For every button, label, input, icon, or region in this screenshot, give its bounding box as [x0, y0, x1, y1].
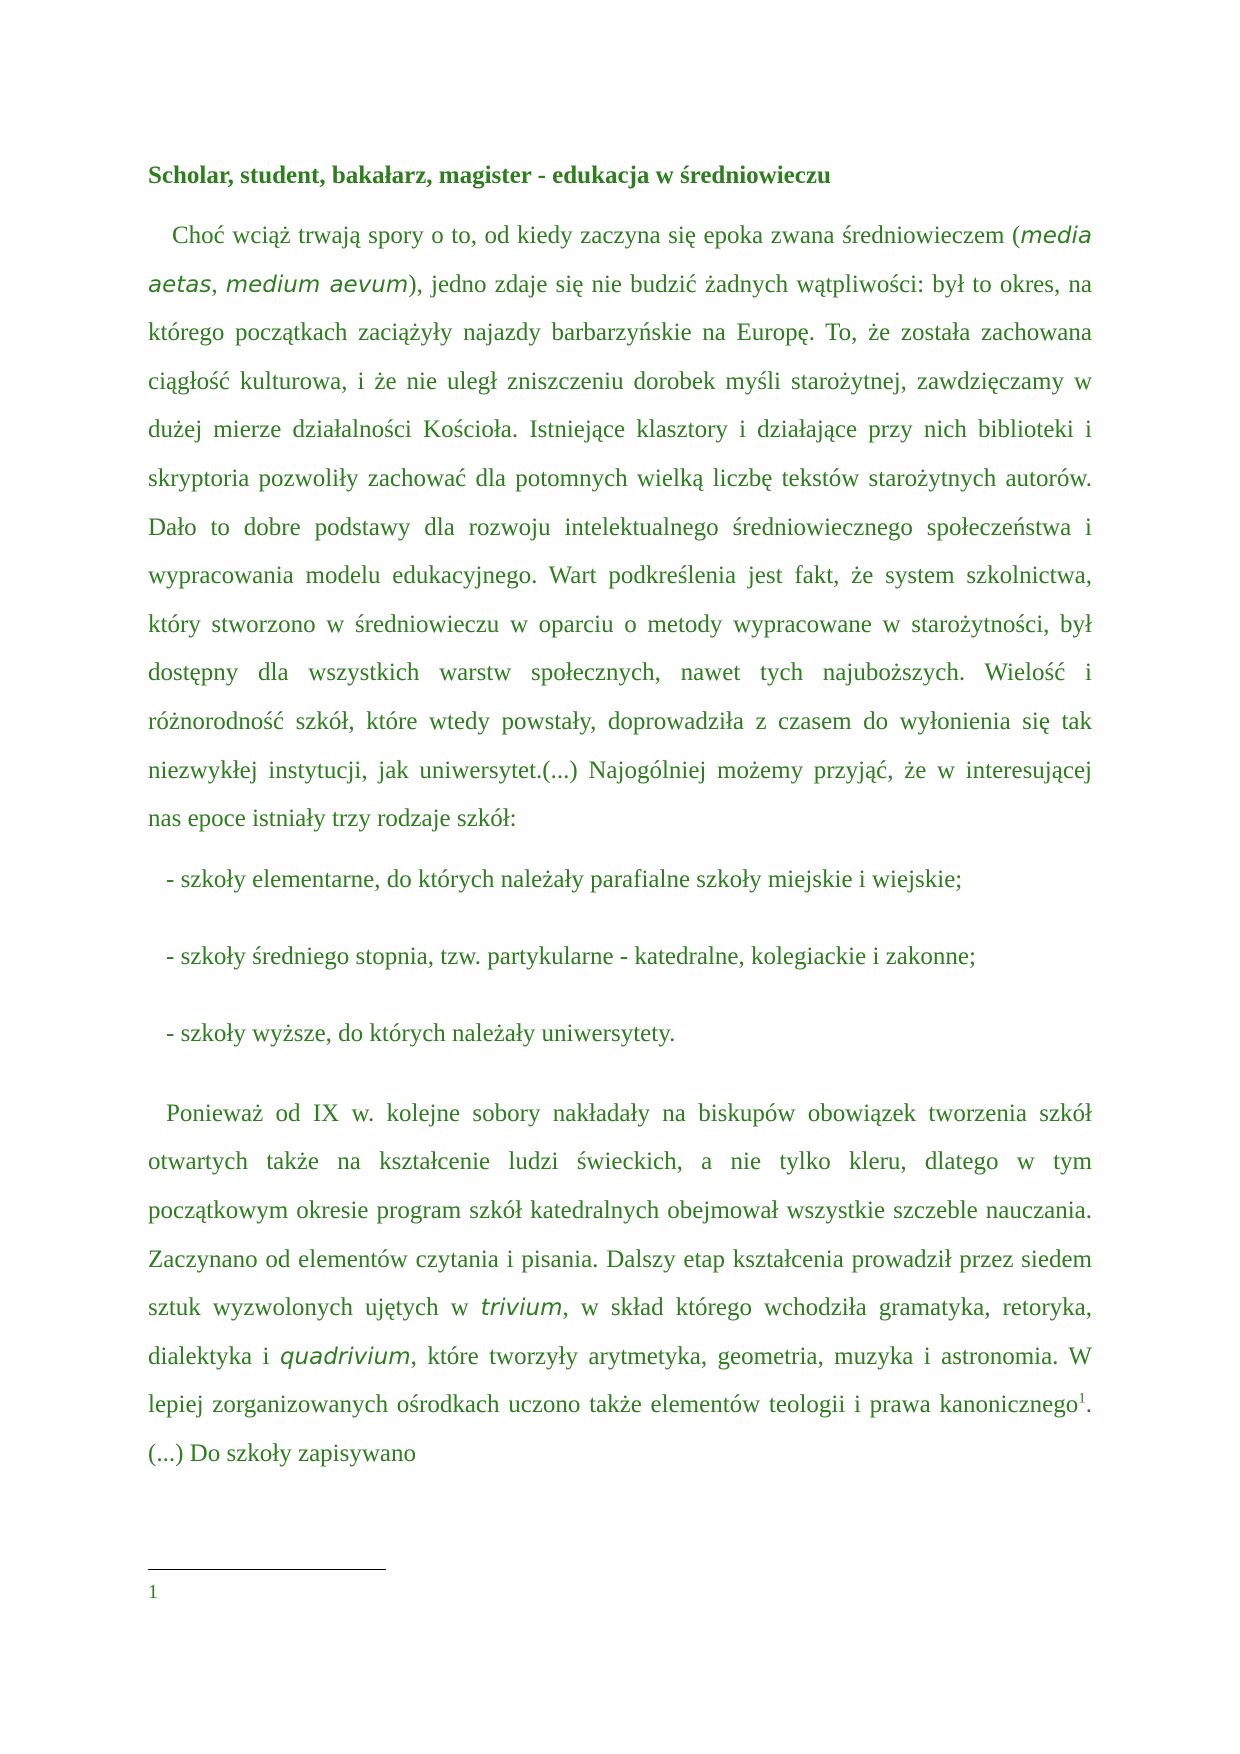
paragraph-intro-text-2: ,	[211, 270, 226, 298]
paragraph-intro	[148, 212, 1092, 844]
paragraph-curriculum-text-3: , które tworzyły arytmetyka, geometria, muzyka i astronomia. W lepiej zorganizowanych ośrodkach uczono także elementów teologii i prawa kanonicznego	[148, 1342, 1093, 1419]
school-types-list	[148, 864, 1092, 1050]
document-body	[148, 160, 1092, 1478]
footnote-number: 1	[148, 1581, 158, 1603]
list-item: - szkoły średniego stopnia, tzw. partykularne - katedralne, kolegiackie i zakonne;	[166, 942, 976, 970]
italic-term-media-aetas: media aetas	[148, 223, 1092, 298]
paragraph-curriculum-text-1: Ponieważ od IX w. kolejne sobory nakładały na biskupów obowiązek tworzenia szkół otwartych także na kształcenie ludzi świeckich, a nie tylko kleru, dlatego w tym początkowym okresie program szkół katedralnych obejmował wszystkie szczeble nauczania. Zaczynano od elementów czytania i pisania. Dalszy etap kształcenia prowadził przez siedem sztuk wyzwolonych ujętych w	[148, 1099, 1092, 1322]
paragraph-curriculum	[148, 1090, 1092, 1479]
paragraph-intro-text-3: ), jedno zdaje się nie budzić żadnych wątpliwości: był to okres, na którego początkach zaciążyły najazdy barbarzyńskie na Europę. To, że została zachowana ciągłość kulturowa, i że nie uległ zniszczeniu dorobek myśli starożytnej, zawdzięczamy w dużej mierze działalności Kościoła. Istniejące klasztory i działające przy nich biblioteki i skryptoria pozwoliły zachować dla potomnych wielką liczbę tekstów starożytnych autorów. Dało to dobre podstawy dla rozwoju intelektualnego średniowiecznego społeczeństwa i wypracowania modelu edukacyjnego. Wart podkreślenia jest fakt, że system szkolnictwa, który stworzono w średniowieczu w oparciu o metody wypracowane w starożytności, był dostępny dla wszystkich warstw społecznych, nawet tych najuboższych. Wielość i różnorodność szkół, które wtedy powstały, doprowadziła z czasem do wyłonienia się tak niezwykłej instytucji, jak uniwersytet.(...) Najogólniej możemy przyjąć, że w interesującej nas epoce istniały trzy rodzaje szkół:	[148, 270, 1092, 833]
italic-term-trivium: trivium	[480, 1295, 563, 1322]
paragraph-curriculum-text-2: , w skład którego wchodziła gramatyka, retoryka, dialektyka i	[148, 1294, 1092, 1370]
paragraph-curriculum-text-4: .(...) Do szkoły zapisywano	[148, 1391, 1092, 1467]
footnote-separator	[148, 1569, 386, 1570]
paragraph-intro-text-1: Choć wciąż trwają spory o to, od kiedy zaczyna się epoka zwana średniowieczem (	[172, 222, 1021, 249]
italic-term-quadrivium: quadrivium	[279, 1343, 411, 1370]
list-item: - szkoły elementarne, do których należały parafialne szkoły miejskie i wiejskie;	[166, 865, 963, 893]
list-item: - szkoły wyższe, do których należały uniwersytety.	[166, 1019, 676, 1047]
footnote-reference[interactable]: 1	[1078, 1390, 1086, 1407]
italic-term-medium-aevum: medium aevum	[225, 271, 409, 298]
document-title: Scholar, student, bakałarz, magister - edukacja w średniowieczu	[148, 162, 831, 189]
